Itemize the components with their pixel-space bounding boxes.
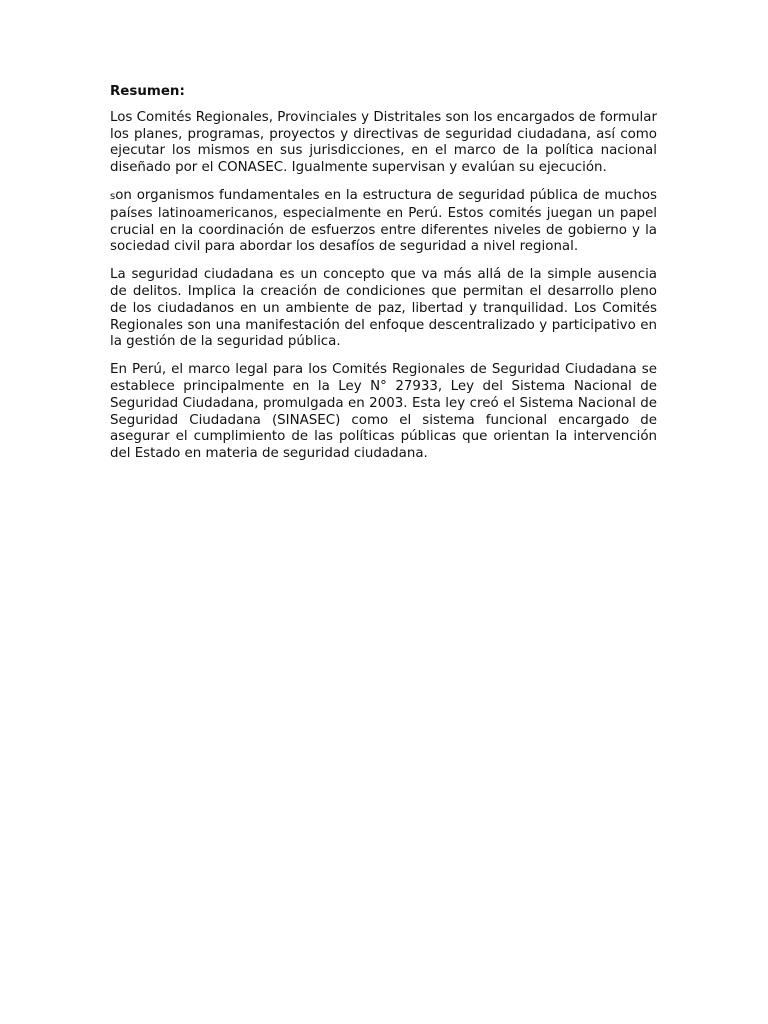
paragraph-4: En Perú, el marco legal para los Comités Regionales de Seguridad Ciudadana se establece principalmente en la Ley N° 27933, Ley del Sistema Nacional de Seguridad Ciudadana, promulgada en 2003. Esta ley creó el Sistema Nacional de Seguridad Ciudadana (SINASEC) como el sistema funcional encargado de asegurar el cumplimiento de las políticas públicas que orientan la intervención del Estado en materia de seguridad ciudadana. (110, 362, 657, 462)
section-heading: Resumen: (110, 84, 185, 99)
paragraph-1: Los Comités Regionales, Provinciales y Distritales son los encargados de formular los planes, programas, proyectos y directivas de seguridad ciudadana, así como ejecutar los mismos en sus jurisdicciones, en el marco de la política nacional diseñado por el CONASEC. Igualmente supervisan y evalúan su ejecución. (110, 109, 657, 176)
paragraph-3: La seguridad ciudadana es un concepto que va más allá de la simple ausencia de delitos. Implica la creación de condiciones que permitan el desarrollo pleno de los ciudadanos en un ambiente de paz, libertad y tranquilidad. Los Comités Regionales son una manifestación del enfoque descentralizado y participativo en la gestión de la seguridad pública. (110, 267, 657, 350)
paragraph-2 (110, 188, 657, 256)
paragraph-2-first-letter: s (110, 190, 116, 202)
document-body (110, 84, 657, 474)
paragraph-2-text: on organismos fundamentales en la estructura de seguridad pública de muchos países latinoamericanos, especialmente en Perú. Estos comités juegan un papel crucial en la coordinación de esfuerzos entre diferentes niveles de gobierno y la sociedad civil para abordar los desafíos de seguridad a nivel regional. (110, 187, 657, 255)
